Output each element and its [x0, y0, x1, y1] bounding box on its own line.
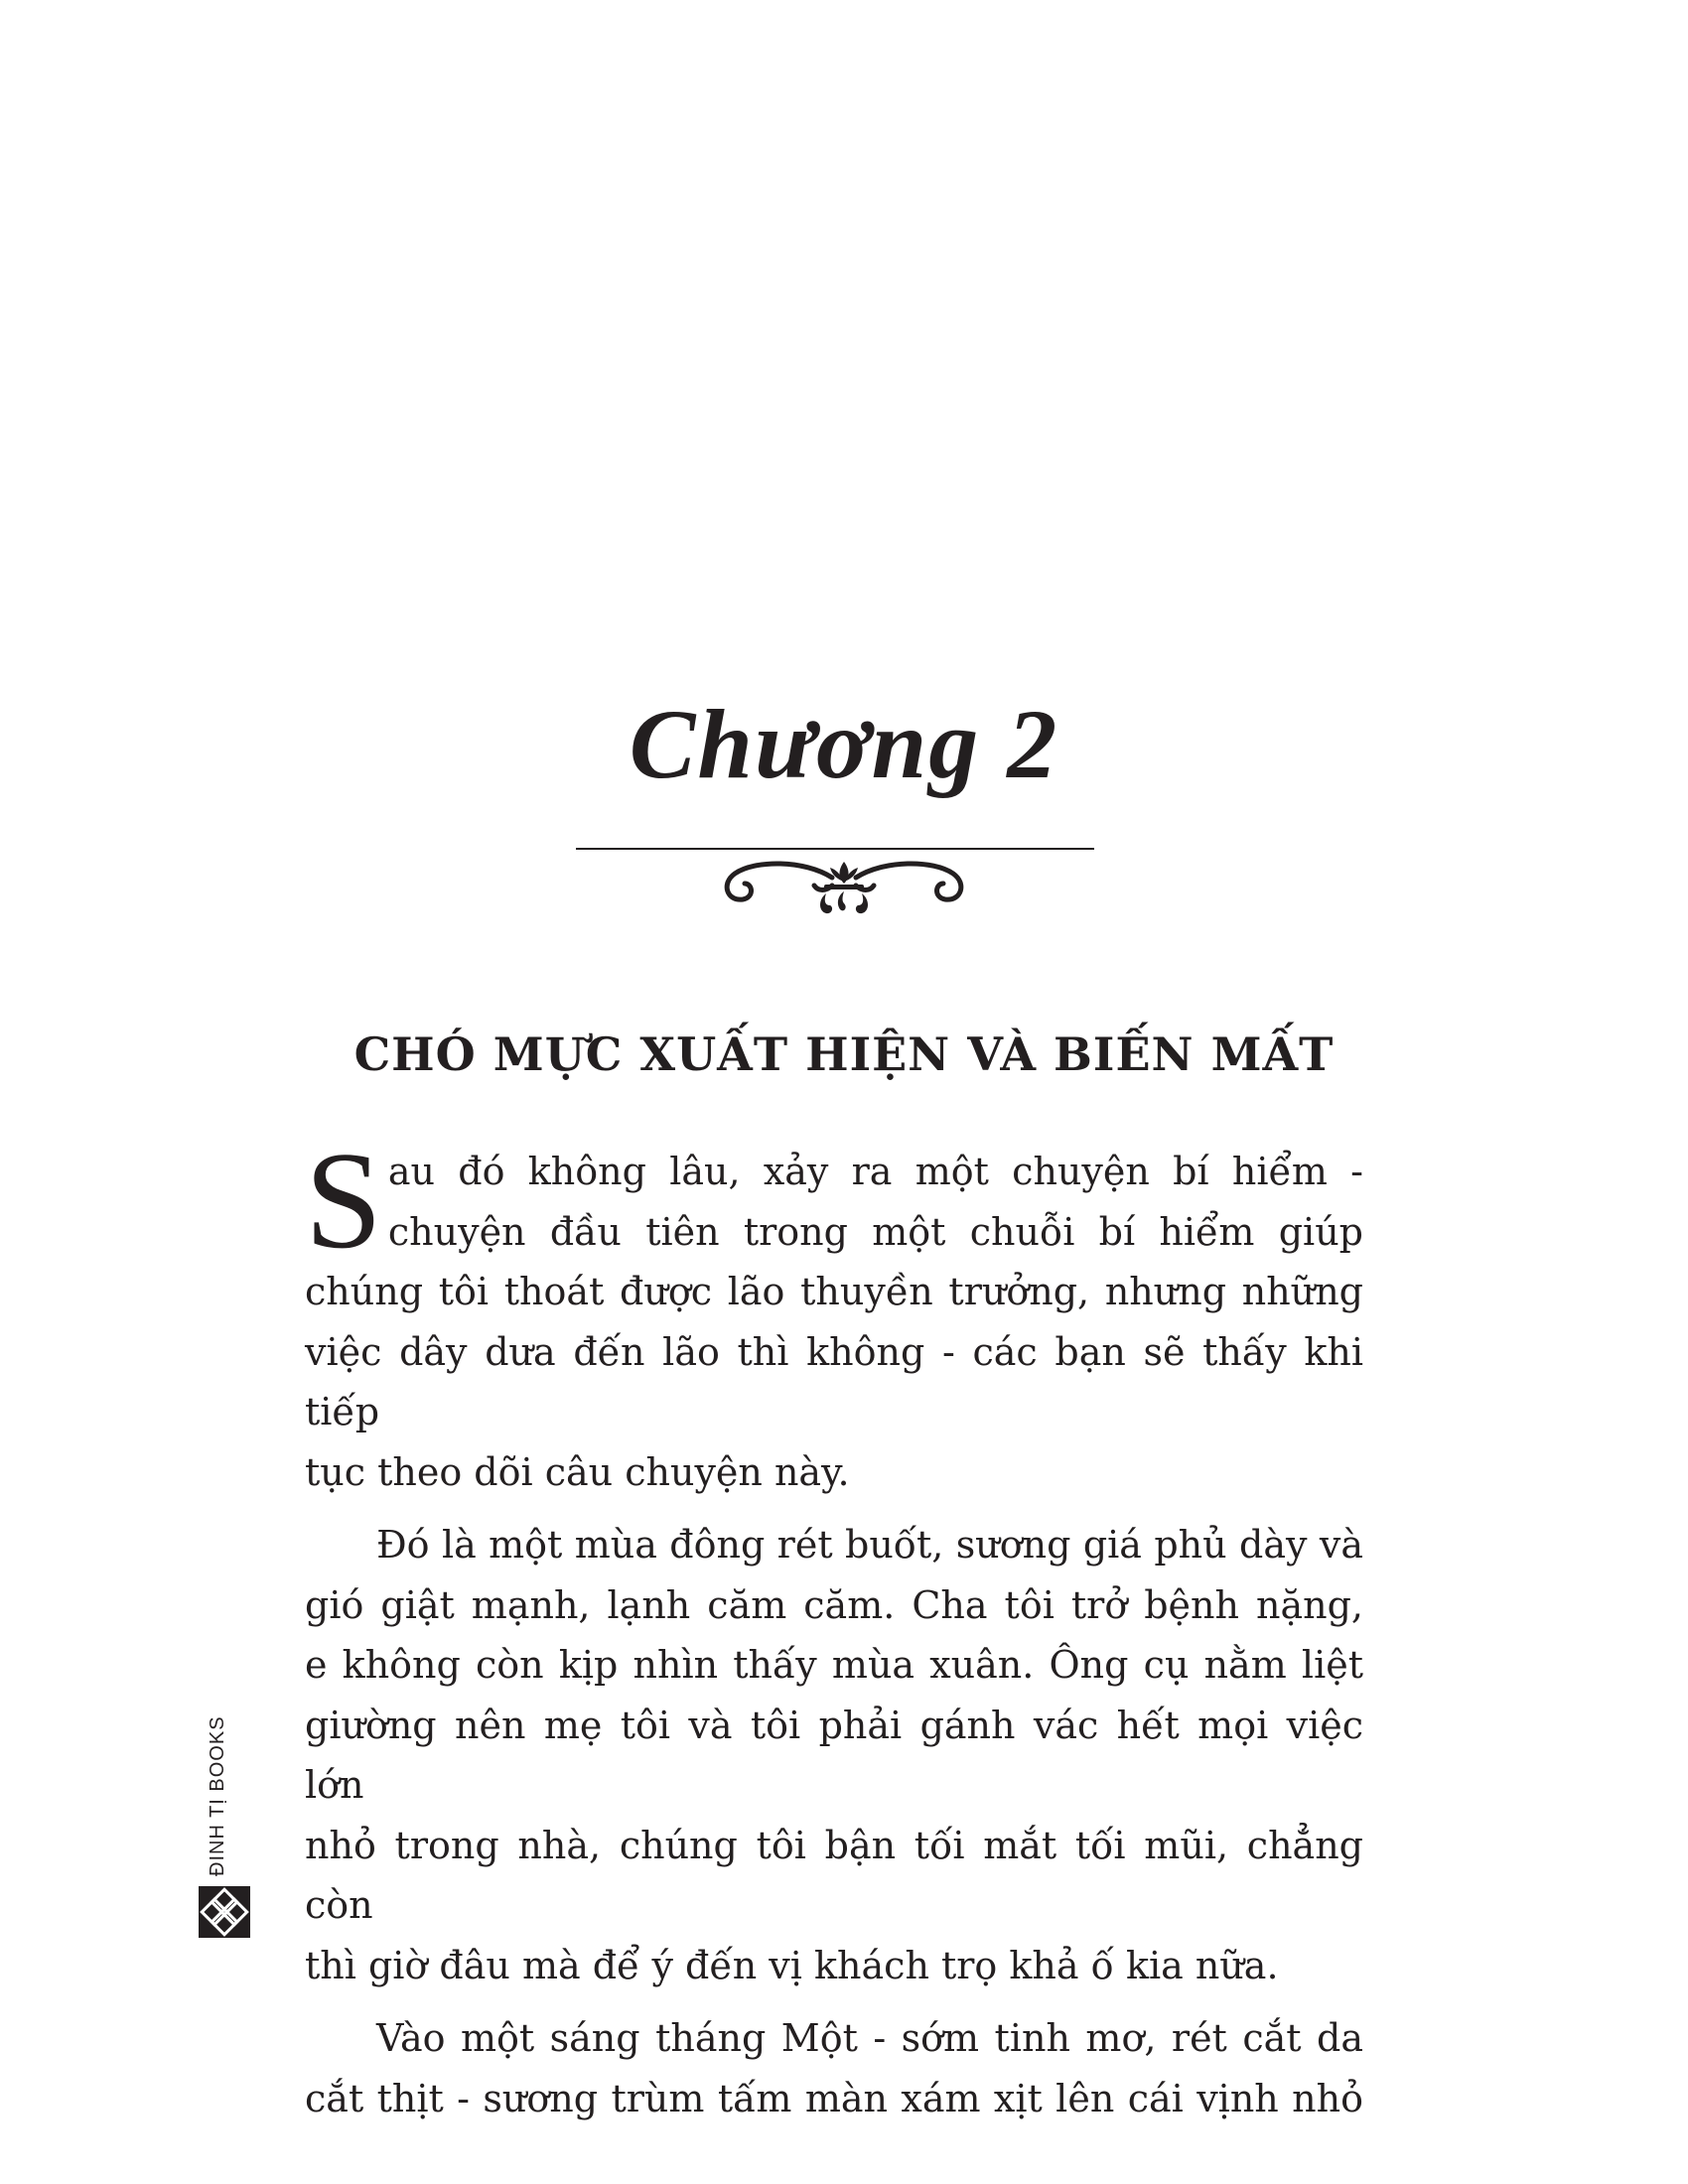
drop-cap: S [305, 1124, 382, 1278]
publisher-name: ĐINH TỊ BOOKS [207, 1715, 228, 1876]
text-line: thì giờ đâu mà để ý đến vị khách trọ khả ố kia nữa. [305, 1943, 1279, 1987]
text-line: chúng tôi thoát được lão thuyền trưởng, nhưng những [305, 1270, 1363, 1313]
publisher-logo-icon [199, 1886, 250, 1938]
text-line: gió giật mạnh, lạnh căm căm. Cha tôi trở bệnh nặng, [305, 1582, 1363, 1627]
body-text [305, 1124, 1363, 2141]
text-line: nhỏ trong nhà, chúng tôi bận tối mắt tối mũi, chẳng còn [305, 1823, 1363, 1927]
chapter-title: Chương 2 [629, 689, 1059, 799]
text-line: Vào một sáng tháng Một - sớm tinh mơ, rét cắt da [376, 2016, 1363, 2060]
paragraph-2 [305, 1515, 1363, 1995]
text-line: tục theo dõi câu chuyện này. [305, 1449, 850, 1494]
paragraph-3 [305, 2008, 1363, 2128]
text-line: Đó là một mùa đông rét buốt, sương giá phủ dày và [376, 1523, 1363, 1567]
paragraph-1 [305, 1124, 1363, 1502]
text-line: việc dây dưa đến lão thì không - các bạn sẽ thấy khi tiếp [305, 1329, 1363, 1433]
text-line: au đó không lâu, xảy ra một chuyện bí hiểm - [387, 1150, 1363, 1193]
section-heading: CHÓ MỰC XUẤT HIỆN VÀ BIẾN MẤT [353, 1027, 1335, 1081]
text-line: e không còn kịp nhìn thấy mùa xuân. Ông cụ nằm liệt [305, 1643, 1363, 1687]
text-line: cắt thịt - sương trùm tấm màn xám xịt lên cái vịnh nhỏ [305, 2076, 1363, 2120]
text-line: giường nên mẹ tôi và tôi phải gánh vác hết mọi việc lớn [305, 1703, 1363, 1807]
title-rule [576, 848, 1094, 850]
flourish-ornament-icon [715, 852, 973, 931]
publisher-sidebar [199, 1717, 250, 1936]
text-line: chuyện đầu tiên trong một chuỗi bí hiểm giúp [387, 1209, 1363, 1254]
